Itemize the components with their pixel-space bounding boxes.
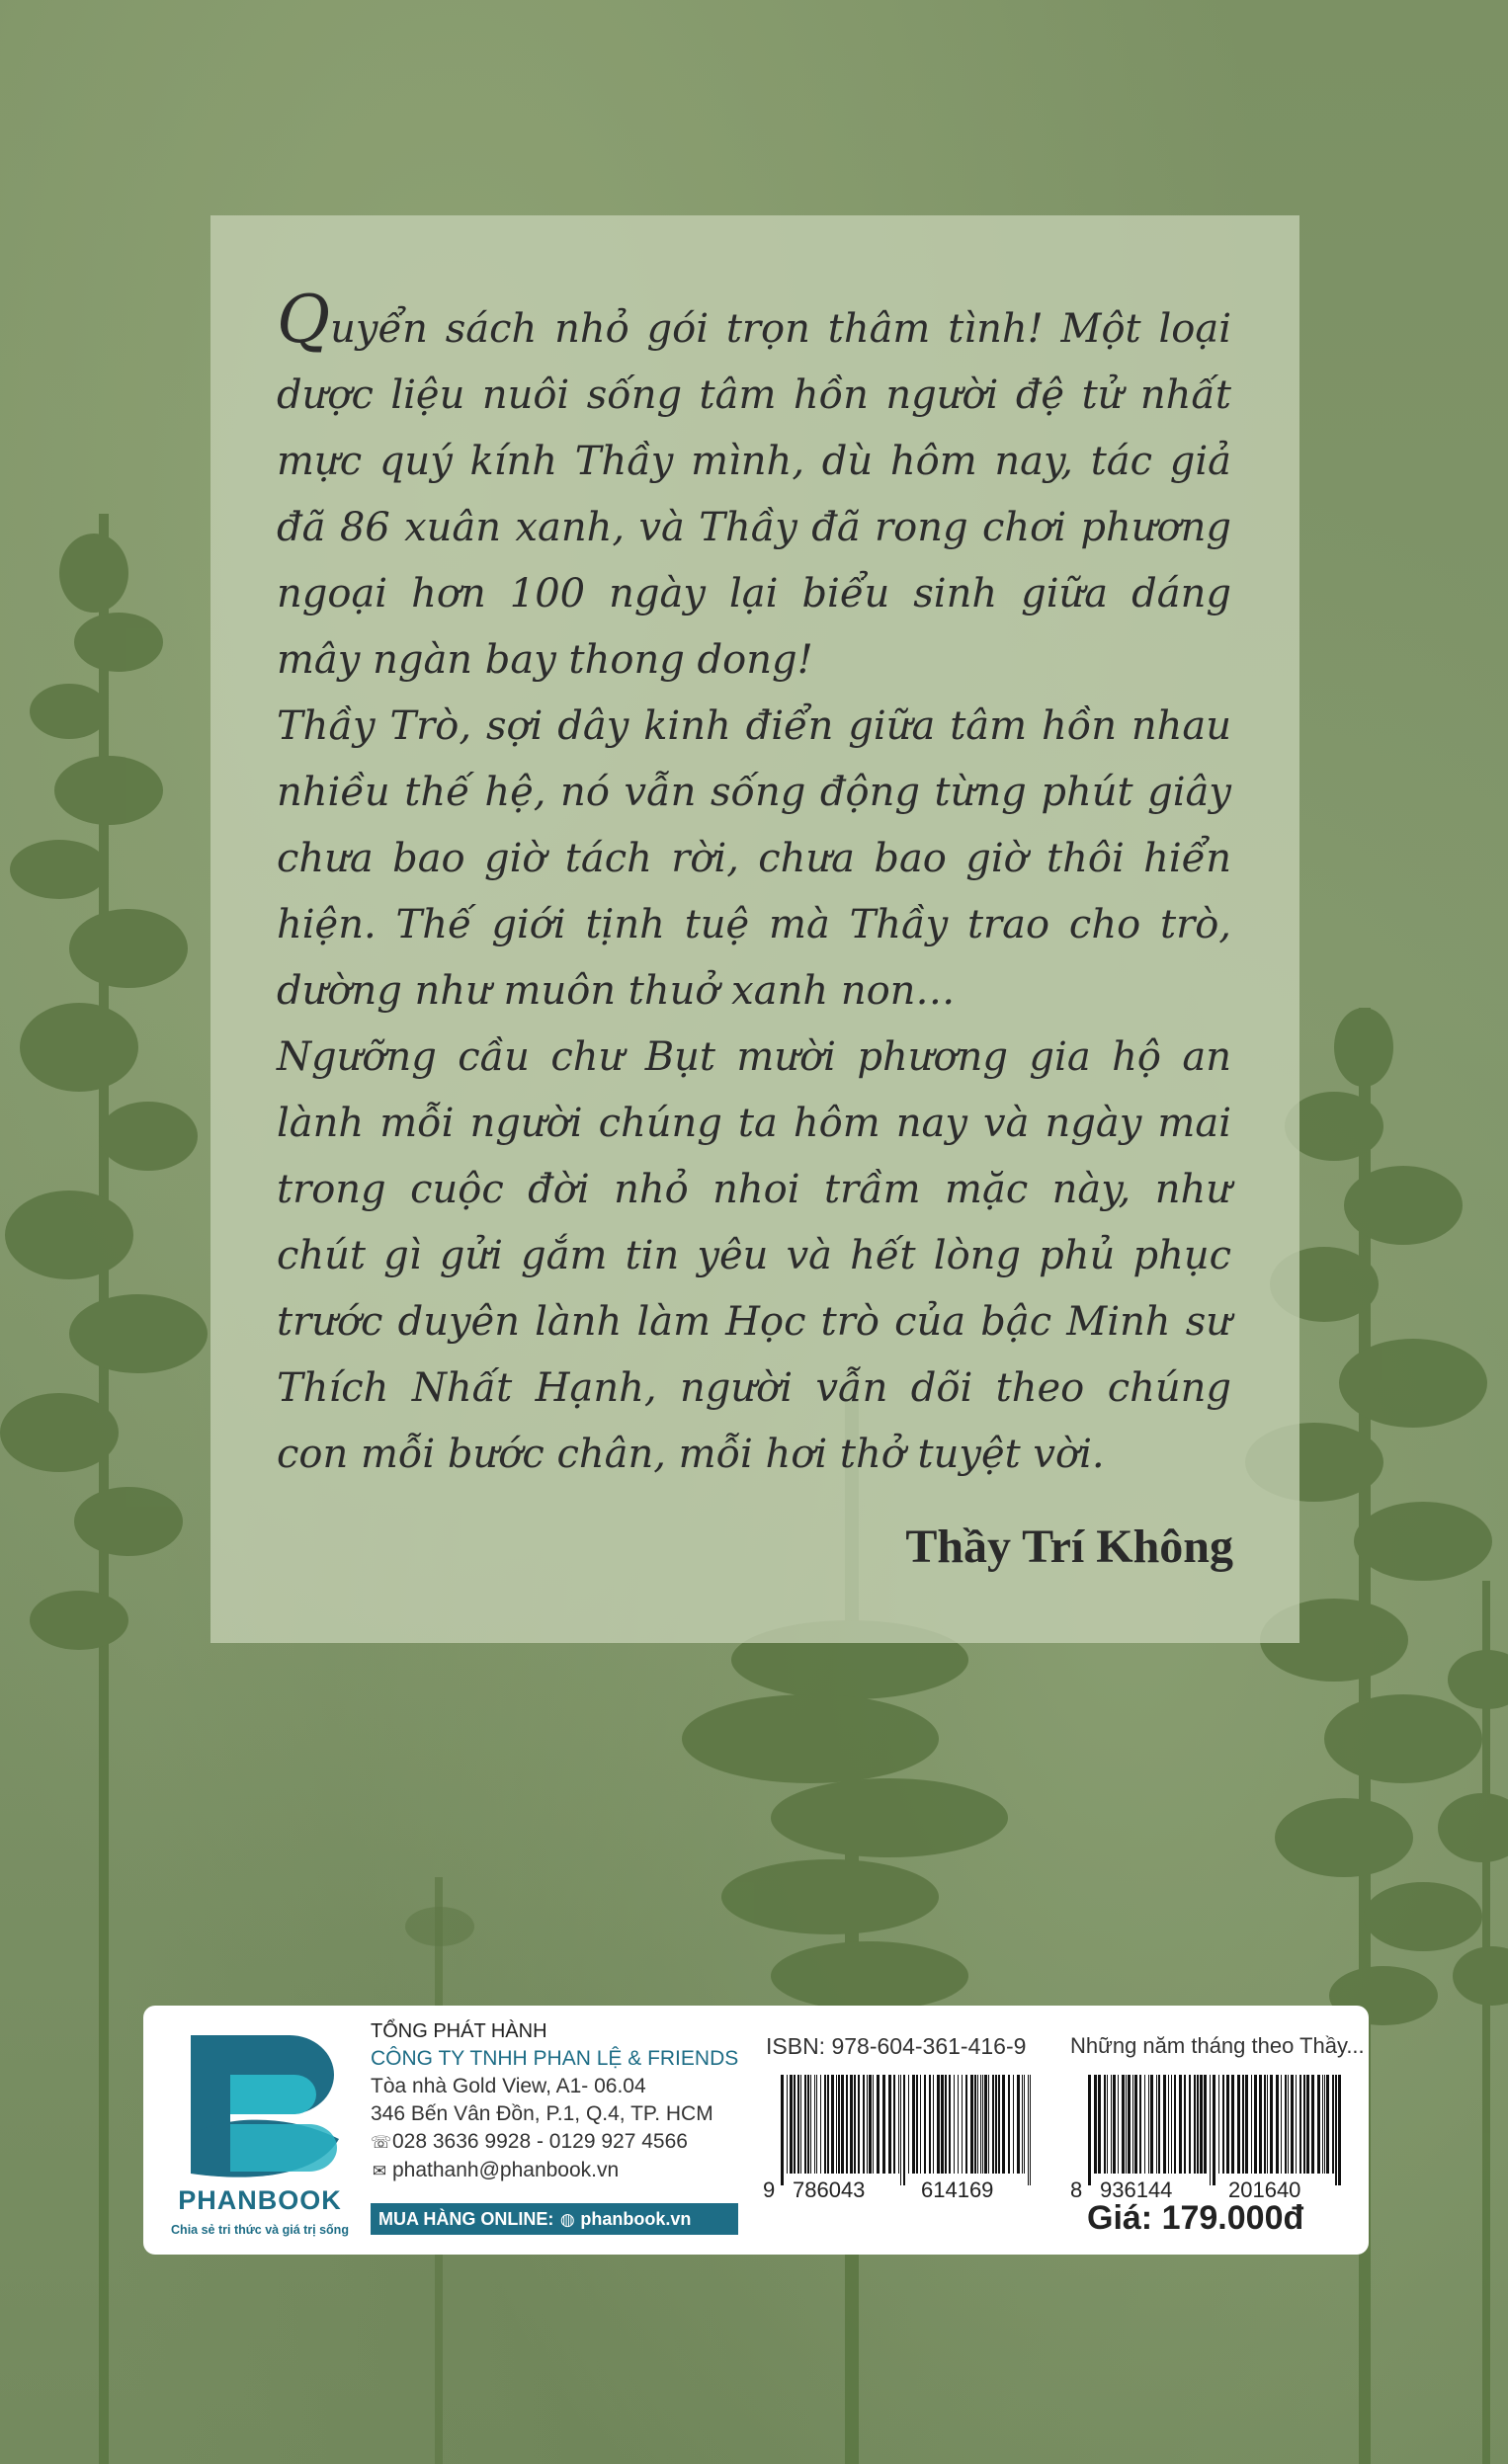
barcode-bar [781,2075,784,2185]
barcode-bar [1332,2075,1334,2174]
barcode-bar [980,2075,981,2174]
barcode-bar [831,2075,834,2174]
barcode-1-right-digits: 614169 [921,2177,994,2201]
barcode-bar [1270,2075,1273,2174]
address-line-2: 346 Bến Vân Đồn, P.1, Q.4, TP. HCM [371,2102,713,2125]
barcode-bar [1024,2075,1025,2174]
barcode-bar [850,2075,853,2174]
barcode-bar [974,2075,976,2174]
barcode-bar [800,2075,801,2174]
barcode-bar [820,2075,821,2174]
barcode-bar [1242,2075,1244,2174]
barcode-1-first-digit: 9 [763,2177,776,2201]
phanbook-logo-icon [171,2025,349,2183]
barcode-bar [1144,2075,1145,2174]
barcode-bar [1148,2075,1149,2174]
barcode-bar [816,2075,817,2174]
isbn-text: ISBN: 978-604-361-416-9 [766,2033,1027,2059]
barcode-bar [1139,2075,1141,2174]
barcode-bar [1184,2075,1186,2174]
publisher-logo [161,2025,359,2248]
barcode-bar [898,2075,899,2174]
barcode-bar [1267,2075,1268,2174]
barcode-bar [1200,2075,1203,2174]
barcode-bar [1126,2075,1127,2174]
barcode-bar [827,2075,829,2174]
barcode-bar [977,2075,978,2174]
barcode-bar [1174,2075,1176,2174]
barcode-bar [1107,2075,1108,2174]
barcode-bar [1213,2075,1215,2185]
barcode-bar [888,2075,891,2174]
barcode-bar [1299,2075,1301,2174]
barcode-bar [794,2075,796,2174]
barcode-bar [1150,2075,1153,2174]
barcode-bar [873,2075,874,2174]
barcode-bar [810,2075,811,2174]
barcode-bar [1197,2075,1199,2174]
barcode-bar [1111,2075,1112,2174]
barcode-bar [941,2075,944,2174]
barcode-bar [1017,2075,1020,2174]
barcode-bar [882,2075,885,2174]
barcode-bar [908,2075,909,2174]
barcode-bar [970,2075,973,2174]
barcode-bar [984,2075,987,2174]
barcode-bar [1237,2075,1240,2174]
barcode-bar [988,2075,989,2174]
barcode-bar [1226,2075,1229,2174]
barcode-bar [1326,2075,1329,2174]
drop-cap: Q [277,282,331,358]
barcode-bar [1088,2075,1091,2185]
barcode-bar [924,2075,926,2174]
barcode-book-title: Những năm tháng theo Thầy... [1070,2033,1365,2058]
barcode-bar [1210,2075,1211,2185]
barcode-bar [1128,2075,1131,2174]
barcode-bar [1276,2075,1279,2174]
barcode-bar [992,2075,994,2174]
barcode-bar [912,2075,915,2174]
barcode-bar [1132,2075,1133,2174]
barcode-bar [1306,2075,1309,2174]
barcode-bar [933,2075,934,2174]
barcode-bar [1231,2075,1234,2174]
barcode-bar [1030,2075,1031,2185]
barcode-2-first-digit: 8 [1070,2177,1083,2201]
email-icon: ✉ [372,2162,387,2180]
barcode-bar [1303,2075,1305,2174]
barcode-bar [814,2075,815,2174]
barcode-bar [965,2075,967,2174]
barcode-bar [982,2075,983,2174]
barcode-bar [841,2075,844,2174]
barcode-bar [949,2075,951,2174]
barcode-bar [877,2075,880,2174]
barcode-bar [1218,2075,1219,2174]
online-shop-bar [371,2203,738,2235]
barcode-bar [1013,2075,1014,2174]
barcode-bar [1189,2075,1191,2174]
blurb-paragraph-3: Ngưỡng cầu chư Bụt mười phương gia hộ an lành mỗi người chúng ta hôm nay và ngày mai trong cuộc đời nhỏ nhoi trầm mặc này, như chút gì gửi gắm tin yêu và hết lòng phủ phục trước duyên lành làm Học trò của bậc Minh sư Thích Nhất Hạnh, người vẫn dõi theo chúng con mỗi bước chân, mỗi hơi thở tuyệt vời. [277,1034,1231,1477]
barcode-bar [995,2075,997,2174]
barcode-bar [1254,2075,1257,2174]
blurb-panel [210,215,1299,1643]
blurb-paragraph-1: Quyển sách nhỏ gói trọn thâm tình! Một loại dược liệu nuôi sống tâm hồn người đệ tử nhất mực quý kính Thầy mình, dù hôm nay, tác giả đã 86 xuân xanh, và Thầy đã rong chơi phương ngoại hơn 100 ngày lại biểu sinh giữa dáng mây ngàn bay thong dong! [277,282,1231,683]
barcode-bar [900,2075,901,2185]
address-line-1: Tòa nhà Gold View, A1- 06.04 [371,2075,646,2097]
barcode-bar [1179,2075,1182,2174]
barcode-bar [1288,2075,1289,2174]
barcode-bar [787,2075,788,2174]
barcode-1-left-digits: 786043 [793,2177,866,2201]
barcode-bar [1296,2075,1297,2174]
barcode-bar [790,2075,793,2174]
barcode-bar [1163,2075,1166,2174]
barcode-bar [1222,2075,1224,2174]
barcode-bar [804,2075,806,2174]
barcode-bar [1204,2075,1207,2174]
barcode-bar [958,2075,959,2174]
barcode-bar [1335,2075,1337,2185]
phone-icon: ☏ [371,2133,392,2152]
barcode-bar [1022,2075,1023,2174]
barcode-2-left-digits: 936144 [1100,2177,1173,2201]
barcode-bar [838,2075,840,2174]
barcode-bar [824,2075,826,2174]
blurb-text [277,282,1231,1488]
barcode-bar [998,2075,1000,2174]
phone-line: ☏028 3636 9928 - 0129 927 4566 [371,2128,746,2157]
brand-tagline: Chia sẻ tri thức và giá trị sống [171,2223,349,2237]
barcode-bar [945,2075,947,2174]
barcode-bar [1008,2075,1010,2174]
barcode-bar [1002,2075,1005,2174]
author-signature: Thầy Trí Không [905,1520,1233,1573]
barcode-bar [954,2075,955,2174]
blurb-paragraph-2: Thầy Trò, sợi dây kinh điển giữa tâm hồn nhau nhiều thế hệ, nó vẫn sống động từng phút giây chưa bao giờ tách rời, chưa bao giờ thôi hiển hiện. Thế giới tịnh tuệ mà Thầy trao cho trò, dường như muôn thuở xanh non… [277,703,1231,1014]
distributor-company: CÔNG TY TNHH PHAN LỆ & FRIENDS [371,2047,739,2070]
barcode-bar [929,2075,931,2174]
barcode-bar [1168,2075,1169,2174]
price-label: Giá: 179.000đ [1087,2199,1304,2237]
barcode-bar [1338,2075,1341,2185]
barcode-bar [797,2075,799,2174]
publisher-info-card [143,2006,1369,2255]
barcode-bar [1259,2075,1262,2174]
barcode-bar [1122,2075,1125,2174]
barcode-bar [1118,2075,1119,2174]
globe-icon: ◍ [559,2210,575,2229]
barcode-bar [854,2075,856,2174]
barcode-bar [1194,2075,1196,2174]
barcode-bar [836,2075,837,2174]
barcode-bar [1113,2075,1116,2174]
barcode-bar [1251,2075,1252,2174]
barcode-bar [1324,2075,1325,2174]
barcode-bar [1317,2075,1320,2174]
barcode-bar [1245,2075,1248,2174]
barcode-bar [869,2075,872,2174]
brand-name: PHANBOOK [178,2185,342,2215]
barcode-bar [867,2075,868,2174]
website-link[interactable]: phanbook.vn [580,2209,692,2229]
barcode-bar [937,2075,940,2174]
distributor-label: TỔNG PHÁT HÀNH [371,2020,547,2042]
online-label: MUA HÀNG ONLINE: [378,2209,554,2229]
barcode-bar [1134,2075,1137,2174]
barcode-bar [1158,2075,1160,2174]
distributor-info [371,2017,746,2185]
barcode-bar [1264,2075,1266,2174]
barcode-bar [962,2075,963,2174]
barcode-bar [807,2075,809,2174]
email-line: ✉ phathanh@phanbook.vn [371,2157,746,2185]
barcode-bar [1281,2075,1282,2174]
barcode-bar [903,2075,905,2185]
isbn-barcode [763,2075,1049,2201]
barcode-bar [920,2075,921,2174]
barcode-bar [1104,2075,1106,2174]
barcode-bar [858,2075,860,2174]
barcode-bar [1171,2075,1172,2174]
barcode-bar [1291,2075,1294,2174]
barcode-bar [1094,2075,1097,2174]
barcode-bar [1285,2075,1287,2174]
barcode-bar [1156,2075,1157,2174]
barcode-2-right-digits: 201640 [1228,2177,1301,2201]
barcode-bar [893,2075,895,2174]
barcode-bar [1028,2075,1029,2185]
barcode-bar [863,2075,865,2174]
barcode-bar [1098,2075,1101,2174]
barcode-bar [1322,2075,1323,2174]
barcode-bar [916,2075,918,2174]
barcode-bar [1311,2075,1314,2174]
barcode-bar [846,2075,848,2174]
retail-barcode [1070,2075,1357,2201]
